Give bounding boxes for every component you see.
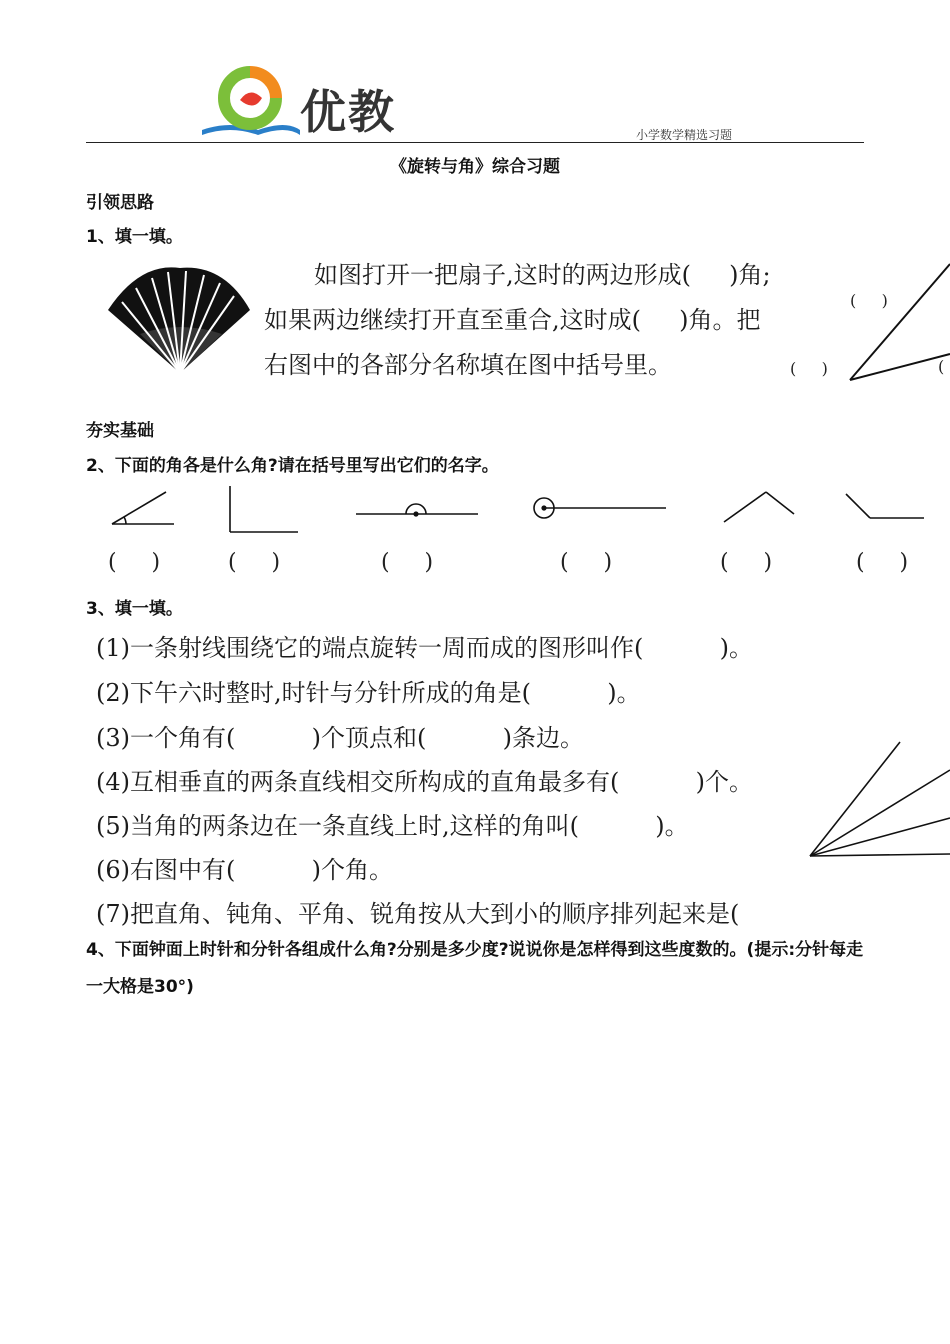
q3-item-1: (1)一条射线围绕它的端点旋转一周而成的图形叫作( )。 [96,634,754,662]
angle-diagram [846,262,950,384]
header-tag: 小学数学精选习题 [636,128,733,142]
q1-label-top: ( ) [850,291,888,310]
fan-icon [100,268,256,378]
q2-blank-3: ( ) [381,550,434,575]
q3-item-2: (2)下午六时整时,时针与分针所成的角是( )。 [96,679,641,707]
section-lead: 引领思路 [86,193,154,213]
q3-item-3: (3)一个角有( )个顶点和( )条边。 [96,724,585,752]
q1-line2: 如果两边继续打开直至重合,这时成( )角。把 [264,306,761,334]
page-title: 《旋转与角》综合习题 [390,157,560,177]
q4-text: 4、下面钟面上时针和分针各组成什么角?分别是多少度?说说你是怎样得到这些度数的。(提示:分针每走一大格是30°) [86,940,864,997]
q3-item-4: (4)互相垂直的两条直线相交所构成的直角最多有( )个。 [96,768,754,796]
logo-text: 优教 [300,85,396,139]
q2-blank-4: ( ) [560,550,613,575]
rays-diagram [806,740,950,862]
q3-item-5: (5)当角的两条边在一条直线上时,这样的角叫( )。 [96,812,689,840]
q1-line1: 如图打开一把扇子,这时的两边形成( )角; [314,261,771,289]
section-basic: 夯实基础 [86,421,154,441]
header-divider [86,142,864,143]
q2-blank-2: ( ) [228,550,281,575]
q1-label-right: ( [938,357,945,376]
q3-heading: 3、填一填。 [86,599,183,619]
q1-label-bottom: ( ) [790,359,828,378]
q2-blank-5: ( ) [720,550,773,575]
q3-item-6: (6)右图中有( )个角。 [96,856,394,884]
q1-heading: 1、填一填。 [86,227,183,247]
q3-item-7: (7)把直角、钝角、平角、锐角按从大到小的顺序排列起来是( [96,900,740,928]
q1-line3: 右图中的各部分名称填在图中括号里。 [264,351,672,379]
q2-blank-6: ( ) [856,550,909,575]
q2-heading: 2、下面的角各是什么角?请在括号里写出它们的名字。 [86,456,499,476]
q2-blank-1: ( ) [108,550,161,575]
q2-angle-figures [100,480,940,540]
